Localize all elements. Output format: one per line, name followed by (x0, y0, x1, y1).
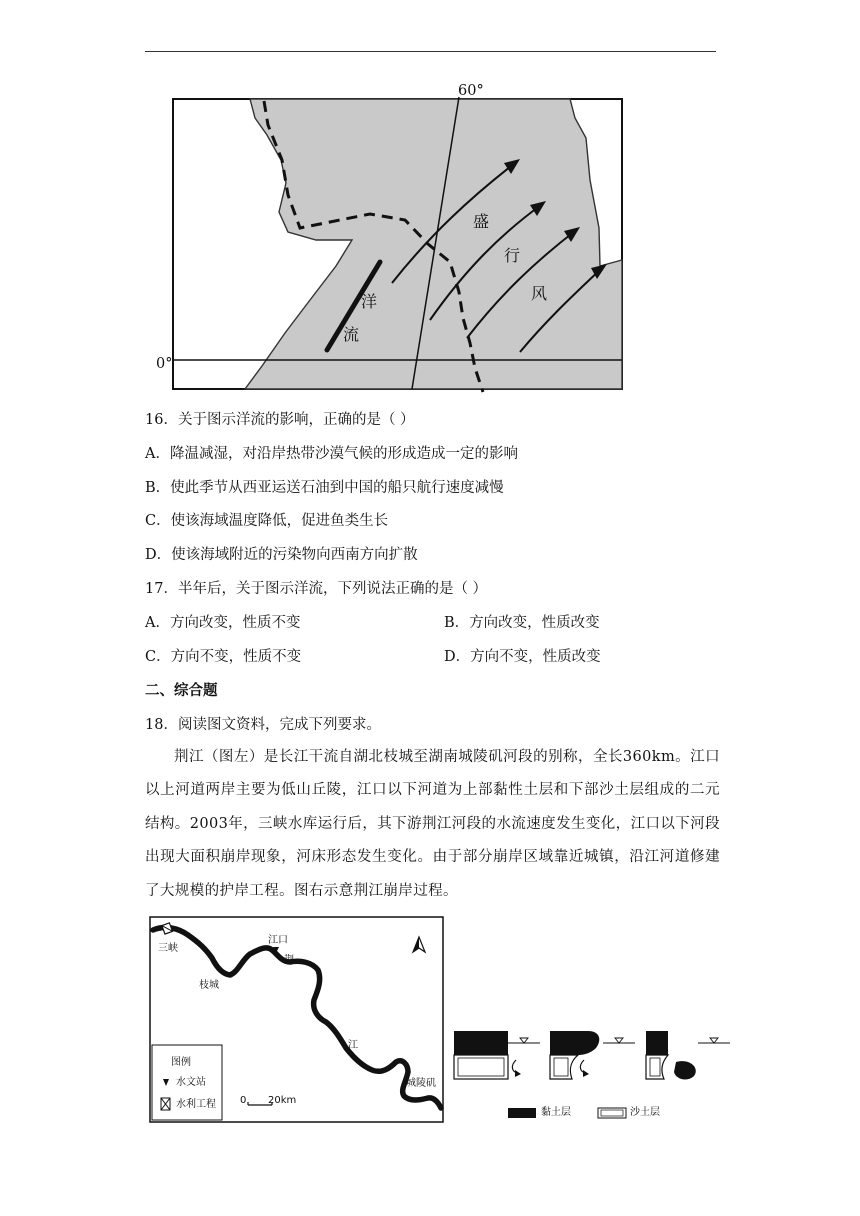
sand-label: 沙土层 (630, 1107, 660, 1118)
current-char-2: 流 (343, 325, 360, 344)
collapse-process-svg (0, 0, 860, 320)
q18-paragraph: 荆江（图左）是长江干流自湖北枝城至湖南城陵矶河段的别称，全长360km。江口以上河道两岸主要为低山丘陵，江口以下河道为上部黏性土层和下部沙土层组成的二元结构。2003年，三峡水库运行后，其下游荆江河段的水流速度发生变化，江口以下河段出现大面积崩岸现象，河床形态发生变化。由于部分崩岸区域靠近城镇，沿江河道修建了大规模的护岸工程。图右示意荆江崩岸过程。 (145, 749, 720, 899)
q16-option-a: A．降温减湿，对沿岸热带沙漠气候的形成造成一定的影响 (145, 446, 518, 462)
q17-option-c: C．方向不变，性质不变 (145, 649, 302, 665)
wind-char-1: 盛 (473, 212, 490, 231)
place-sanxia: 三峡 (158, 943, 178, 954)
legend-title: 图例 (171, 1057, 191, 1068)
current-char-1: 洋 (361, 292, 378, 311)
q18-stem: 18．阅读图文资料，完成下列要求。 (145, 717, 381, 733)
legend-station: 水文站 (176, 1077, 206, 1088)
legend-project: 水利工程 (176, 1099, 216, 1110)
clay-label: 黏土层 (541, 1107, 571, 1118)
q17-stem: 17．半年后，关于图示洋流，下列说法正确的是（ ） (145, 581, 488, 597)
place-zhicheng: 枝城 (199, 980, 219, 991)
q16-stem: 16．关于图示洋流的影响，正确的是（ ） (145, 412, 415, 428)
q17-option-d: D．方向不变，性质改变 (444, 649, 601, 665)
place-jiangkou: 江口 (268, 935, 288, 946)
q17-option-a: A．方向改变，性质不变 (145, 615, 301, 631)
place-jiang: 江 (348, 1040, 358, 1051)
wind-char-3: 风 (531, 284, 548, 303)
place-jing: 荆 (284, 955, 294, 966)
scale-zero: 0 (240, 1095, 247, 1106)
place-chenglingji: 城陵矶 (406, 1078, 436, 1089)
scale-label: 20km (268, 1095, 297, 1106)
section-title: 二、综合题 (145, 683, 218, 699)
q16-option-d: D．使该海域附近的污染物向西南方向扩散 (145, 547, 418, 563)
q17-option-b: B．方向改变，性质改变 (444, 615, 600, 631)
lon-label: 60° (458, 83, 484, 99)
lat-label: 0° (156, 356, 173, 372)
q16-option-c: C．使该海域温度降低，促进鱼类生长 (145, 513, 389, 529)
wind-char-2: 行 (504, 246, 521, 265)
q16-option-b: B．使此季节从西亚运送石油到中国的船只航行速度减慢 (145, 480, 504, 496)
